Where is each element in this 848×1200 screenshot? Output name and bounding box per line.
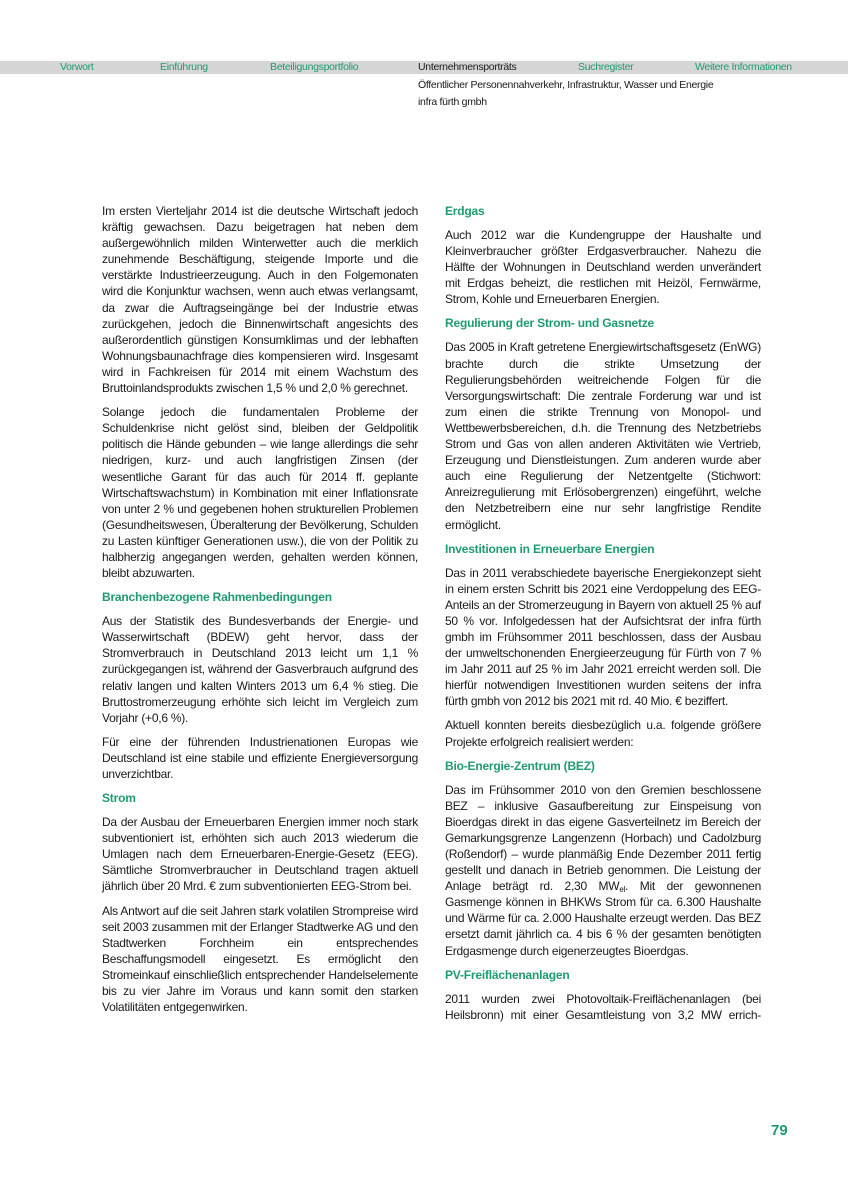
section-navigation-bar xyxy=(0,61,848,74)
section-heading: Regulierung der Strom- und Gasnetze xyxy=(445,316,655,331)
nav-link-weitere-informationen[interactable]: Weitere Informationen xyxy=(695,61,792,73)
breadcrumb-category: Öffentlicher Personennahverkehr, Infrastruktur, Wasser und Energie xyxy=(418,79,714,91)
nav-link-suchregister[interactable]: Suchregister xyxy=(578,61,634,73)
nav-link-beteiligungsportfolio[interactable]: Beteiligungsportfolio xyxy=(270,61,359,73)
paragraph: Als Antwort auf die seit Jahren stark volatilen Strompreise wird seit 2003 zusammen mit der Erlanger Stadtwerke AG und den Stadtwerken Forchheim ein entsprechendes Beschaffungsmodell eingesetzt. Es ermöglicht den Stromeinkauf einschließlich entsprechender Handelselemente bis zu vier Jahre im Voraus und kann somit den starken Volatilitäten entgegenwirken. xyxy=(102,903,418,1015)
paragraph: Das 2005 in Kraft getretene Energiewirtschaftsgesetz (EnWG) brachte durch die strikte Umsetzung der Regulierungsbehörden weitreichende Folgen für die Versorgungswirtschaft: Die zentrale Forderung war und ist zum einen die strikte Trennung von Monopol- und Wettbewerbsbereichen, d.h. die Trennung des Netzbetriebs Strom und Gas von allen anderen Aktivitäten wie Vertrieb, Erzeugung und Dienstleistungen. Zum anderen wurde aber auch eine Regulierung der Netzentgelte (Stichwort: Anreizregulierung mit Erlösobergrenzen) eingeführt, welche den Netzbetreibern eine nur sehr langfristige Rendite ermöglicht. xyxy=(445,340,761,532)
nav-link-unternehmensportraets[interactable]: Unternehmensporträts xyxy=(418,61,517,73)
paragraph: 2011 wurden zwei Photovoltaik-Freiflächenanlagen (bei Heilsbronn) mit einer Gesamtleistung von 3,2 MW errich- xyxy=(445,991,761,1022)
nav-link-vorwort[interactable]: Vorwort xyxy=(60,61,94,73)
paragraph: Solange jedoch die fundamentalen Probleme der Schuldenkrise nicht gelöst sind, bleiben der Geldpolitik politisch die Hände gebunden – wie lange allerdings die sehr niedrigen, kurz- und auch langfristigen Zinsen (der wesentliche Garant für das auch für 2014 ff. geplante Wirtschaftswachstum) in Kombination mit einer Inflationsrate von unter 2 % und gegebenen hohen strukturellen Problemen (Gesundheitswesen, Überalterung der Bevölkerung, Schulden zu Lasten künftiger Generationen usw.), die von der Politik zu halbherzig angegangen werden, gehalten werden können, bleibt abzuwarten. xyxy=(102,405,418,581)
left-text-column xyxy=(102,203,418,1023)
paragraph: Im ersten Vierteljahr 2014 ist die deutsche Wirtschaft jedoch kräftig gewachsen. Dazu beigetragen hat neben dem außergewöhnlich milden Winterwetter auch die merklich zunehmende Beschäftigung, steigende Importe und die verstärkte Industrieerzeugung. Auch in den Folgemonaten wird die Konjunktur wachsen, wenn auch etwas verlangsamt, da zwar die Auftragseingänge bei der Industrie etwas zurückgehen, jedoch die Binnenwirtschaft angesichts des außerordentlich günstigen Konsumklimas und der lebhaften Wohnungsbaunachfrage dies kompensieren wird. Insgesamt wird in Fachkreisen für 2014 mit einem Wachstum des Bruttoinlandsprodukts zwischen 1,5 % und 2,0 % gerechnet. xyxy=(102,204,418,396)
section-heading: Strom xyxy=(102,791,136,806)
section-heading: Bio-Energie-Zentrum (BEZ) xyxy=(445,758,595,773)
paragraph xyxy=(445,782,761,959)
paragraph: Aus der Statistik des Bundesverbands der Energie- und Wasserwirtschaft (BDEW) geht hervor, dass der Stromverbrauch in Deutschland 2013 leicht um 1,1 % zurückgegangen ist, während der Gasverbrauch aufgrund des relativ langen und kalten Winters 2013 um 6,4 % stieg. Die Bruttostromerzeugung erhöhte sich leicht im Vergleich zum Vorjahr (+0,6 %). xyxy=(102,614,418,725)
paragraph-text: . Mit der gewonnenen Gasmenge können in BHKWs Strom für ca. 6.300 Haushalte und Wärme für ca. 2.000 Haushalte erzeugt werden. Das BEZ ersetzt damit jährlich ca. 4 bis 6 % der gesamten benötigten Erdgasmenge durch eigenerzeugtes Bioerdgas. xyxy=(445,879,761,958)
nav-link-einfuehrung[interactable]: Einführung xyxy=(160,61,208,73)
paragraph-text: Das im Frühsommer 2010 von den Gremien beschlossene BEZ – inklusive Gasaufbereitung zur Einspeisung von Bioerdgas direkt in das eigene Gasverteilnetz im Bereich der Gemarkungsgrenze Langenzenn (Horbach) und Cadolzburg (Roßendorf) – wurde planmäßig Ende Dezember 2011 fertig gestellt und danach in Betrieb genommen. Die Leistung der Anlage beträgt rd. 2,30 MW xyxy=(445,782,761,894)
paragraph: Auch 2012 war die Kundengruppe der Haushalte und Kleinverbraucher größter Erdgasverbraucher. Nahezu die Hälfte der Wohnungen in Deutschland werden unverändert mit Erdgas beheizt, die restlichen mit Heizöl, Fernwärme, Strom, Kohle und Erneuerbaren Energien. xyxy=(445,228,761,307)
right-text-column xyxy=(445,203,761,1031)
section-heading: Erdgas xyxy=(445,204,485,218)
paragraph: Für eine der führenden Industrienationen Europas wie Deutschland ist eine stabile und effiziente Energieversorgung unverzichtbar. xyxy=(102,734,418,781)
section-heading: PV-Freiflächenanlagen xyxy=(445,967,570,982)
breadcrumb-company: infra fürth gmbh xyxy=(418,96,487,108)
section-heading: Branchenbezogene Rahmenbedingungen xyxy=(102,590,332,605)
paragraph: Das in 2011 verabschiedete bayerische Energiekonzept sieht in einem ersten Schritt bis 2021 eine Verdoppelung des EEG-Anteils an der Stromerzeugung in Bayern von aktuell 25 % auf 50 % vor. Infolgedessen hat der Aufsichtsrat der infra fürth gmbh im Frühsommer 2011 beschlossen, dass der Ausbau der umweltschonenden Energieerzeugung für Fürth von 7 % im Jahr 2011 auf 25 % im Jahr 2021 erreicht werden soll. Die hierfür notwendigen Investitionen wurden seitens der infra fürth gmbh von 2012 bis 2021 mit rd. 40 Mio. € beziffert. xyxy=(445,565,761,709)
paragraph: Da der Ausbau der Erneuerbaren Energien immer noch stark subventioniert ist, erhöhten sich auch 2013 wiederum die Umlagen nach dem Erneuerbaren-Energie-Gesetz (EEG). Sämtliche Stromverbraucher in Deutschland tragen aktuell jährlich über 20 Mrd. € zum subventionierten EEG-Strom bei. xyxy=(102,815,418,894)
section-heading: Investitionen in Erneuerbare Energien xyxy=(445,541,655,556)
page-number: 79 xyxy=(771,1122,788,1139)
subscript-el: el xyxy=(619,885,626,895)
paragraph: Aktuell konnten bereits diesbezüglich u.a. folgende größere Projekte erfolgreich realisiert werden: xyxy=(445,718,761,749)
